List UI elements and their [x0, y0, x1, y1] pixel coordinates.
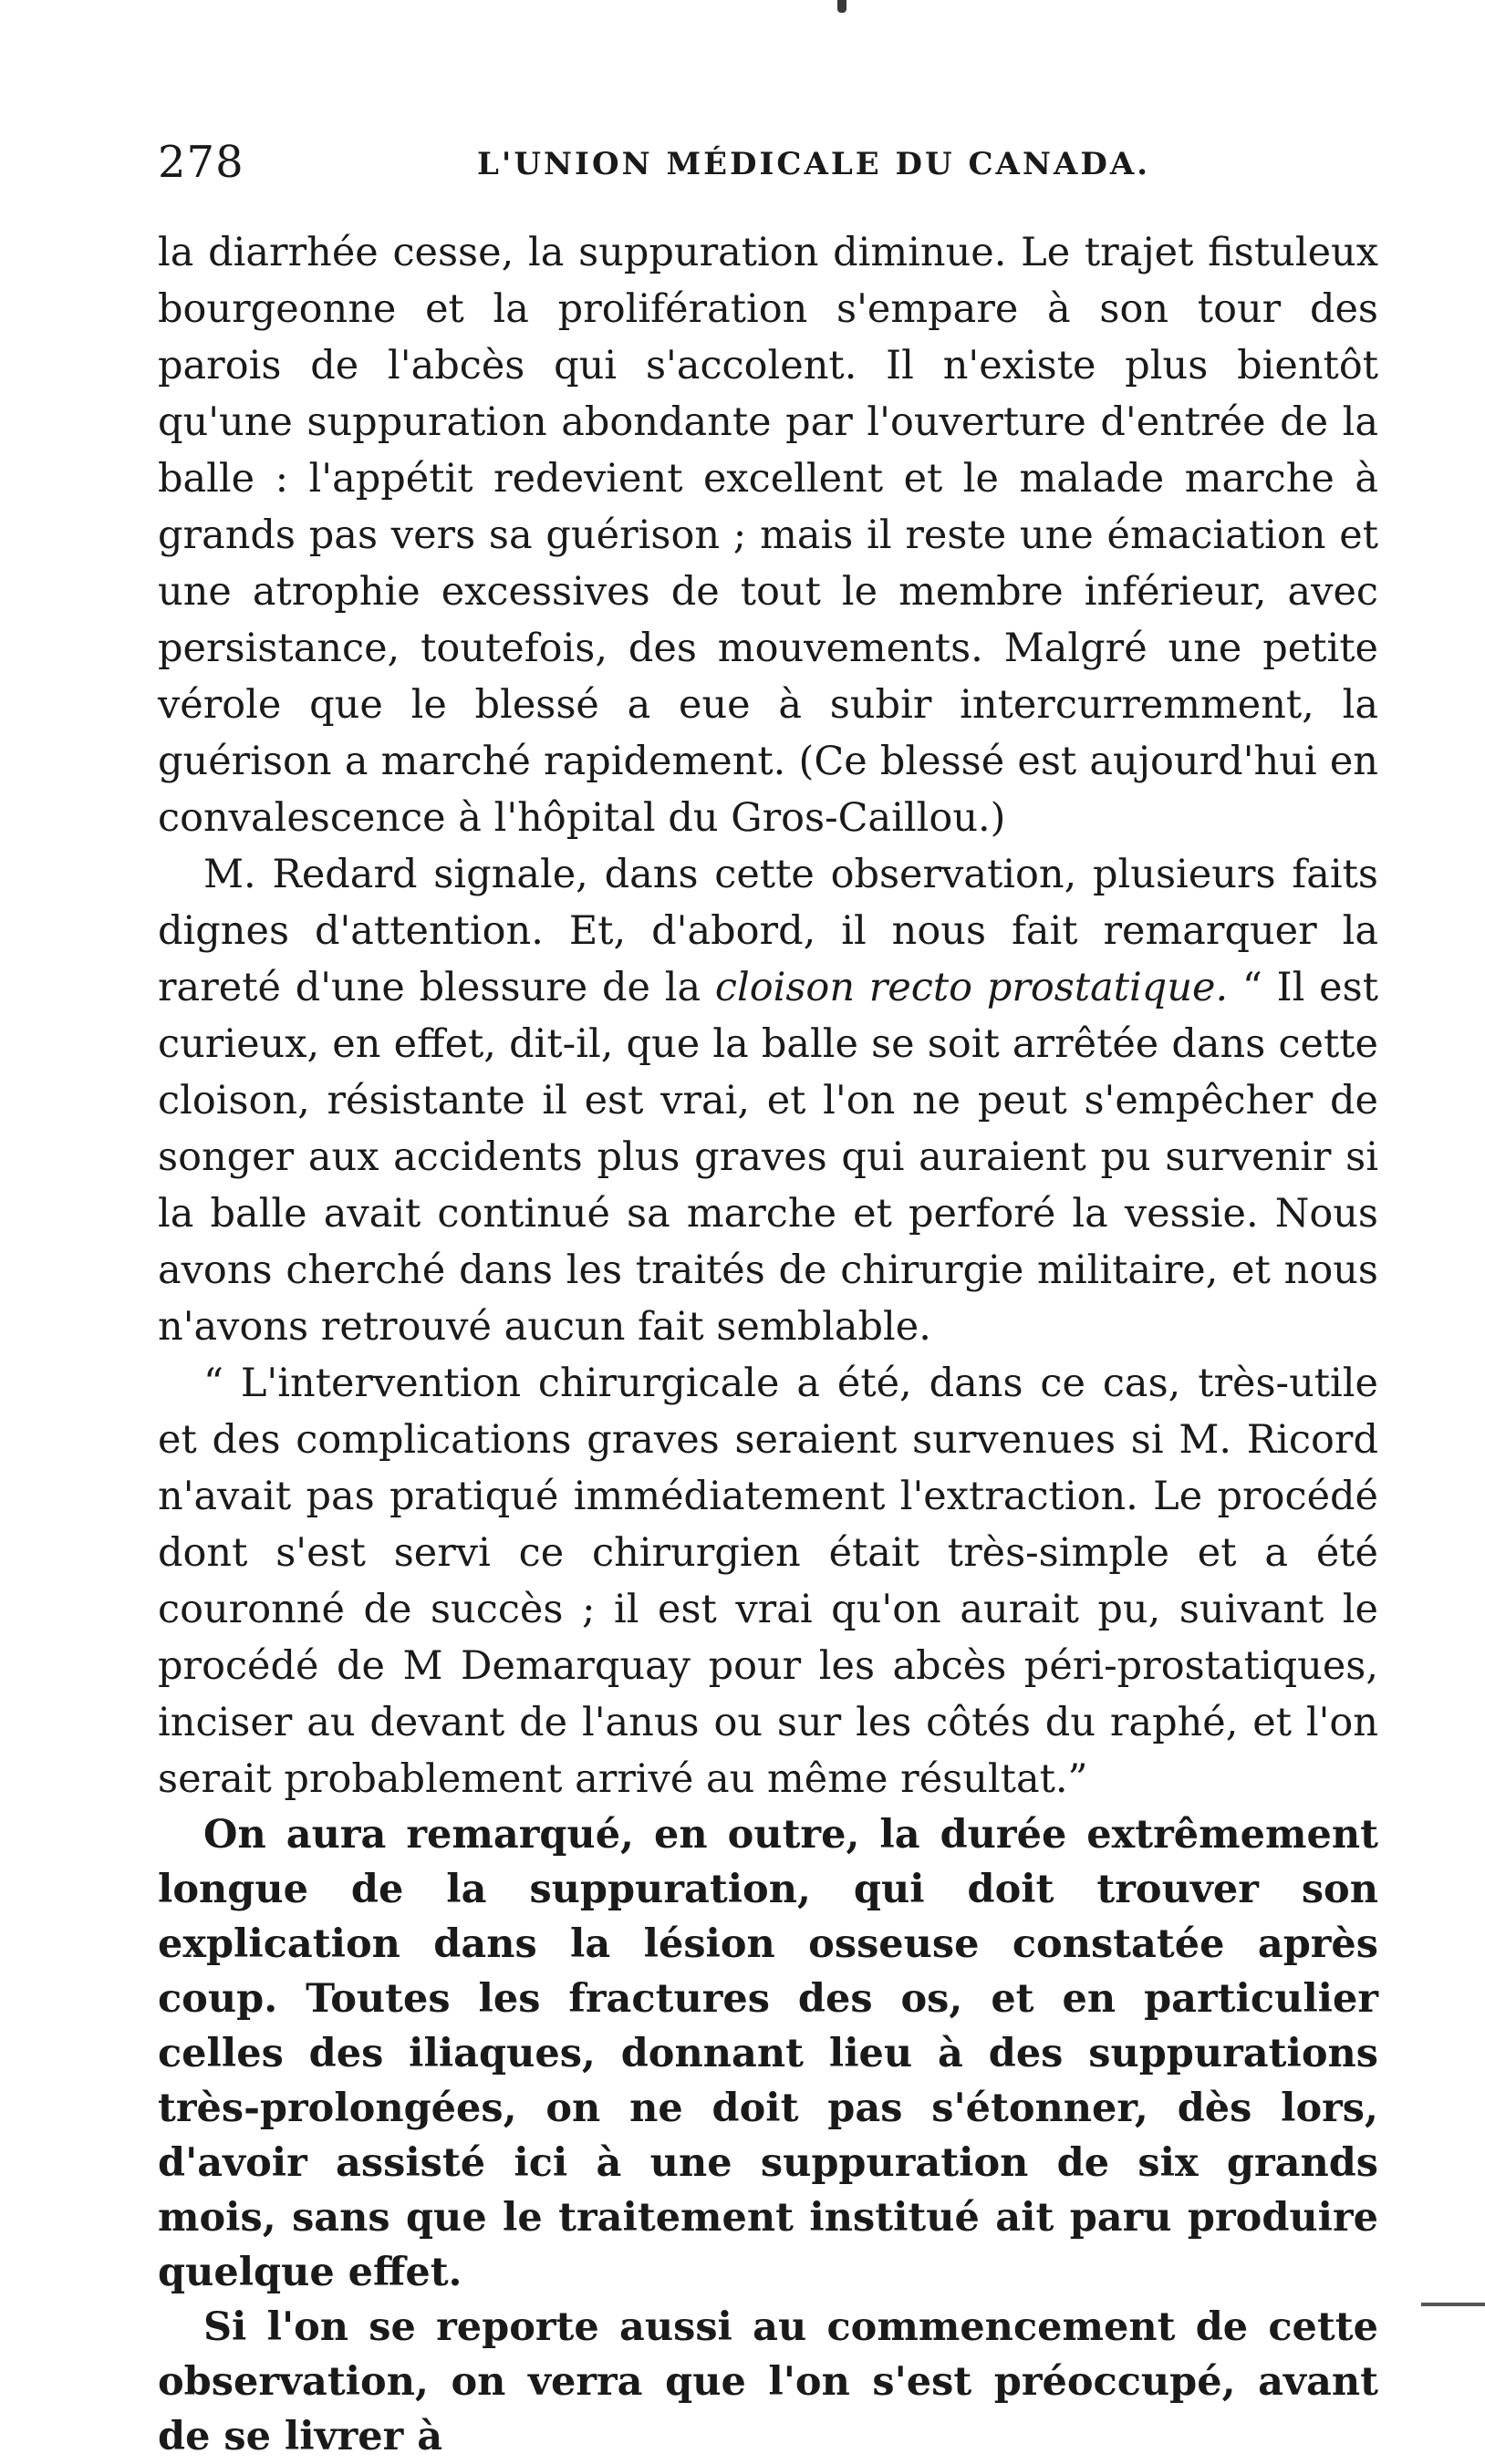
- corner-edge-mark: [1421, 2303, 1485, 2306]
- running-title: L'UNION MÉDICALE DU CANADA.: [477, 146, 1151, 182]
- paragraph-2: [158, 846, 1378, 1355]
- paragraph-4: On aura remarqué, en outre, la durée extrêmement longue de la suppuration, qui doit trouver son explication dans la lésion osseuse constatée après coup. Toutes les fractures des os, et en particulier celles des iliaques, donnant lieu à des suppurations très-prolongées, on ne doit pas s'étonner, dès lors, d'avoir assisté ici à une suppuration de six grands mois, sans que le traitement institué ait paru produire quelque effet.: [158, 1812, 1378, 2295]
- paragraph-2-text-b: “ Il est curieux, en effet, dit-il, que la balle se soit arrêtée dans cette cloison, résistante il est vrai, et l'on ne peut s'empêcher de songer aux accidents plus graves qui auraient pu survenir si la balle avait continué sa marche et perforé la vessie. Nous avons cherché dans les traités de chirurgie militaire, et nous n'avons retrouvé aucun fait semblable.: [158, 965, 1378, 1350]
- top-edge-mark: [837, 0, 846, 13]
- paragraph-5: Si l'on se reporte aussi au commencement de cette observation, on verra que l'on s'est préoccupé, avant de se livrer à: [158, 2304, 1378, 2459]
- paragraph-2-text-a: M. Redard signale, dans cette observation, plusieurs faits dignes d'attention. Et, d'abord, il nous fait remarquer la rareté d'une blessure de la: [158, 852, 1378, 1010]
- paragraph-3: “ L'intervention chirurgicale a été, dans ce cas, très-utile et des complications graves seraient survenues si M. Ricord n'avait pas pratiqué immédiatement l'extraction. Le procédé dont s'est servi ce chirurgien était très-simple et a été couronné de succès ; il est vrai qu'on aurait pu, suivant le procédé de M Demarquay pour les abcès péri-prostatiques, inciser au devant de l'anus ou sur les côtés du raphé, et l'on serait probablement arrivé au même résultat.”: [158, 1361, 1378, 1802]
- body-text: [158, 224, 1378, 2464]
- page-number: 278: [158, 137, 244, 188]
- paragraph-1: la diarrhée cesse, la suppuration diminue. Le trajet fistuleux bourgeonne et la prolifération s'empare à son tour des parois de l'abcès qui s'accolent. Il n'existe plus bientôt qu'une suppuration abondante par l'ouverture d'entrée de la balle : l'appétit redevient excellent et le malade marche à grands pas vers sa guérison ; mais il reste une émaciation et une atrophie excessives de tout le membre inférieur, avec persistance, toutefois, des mouvements. Malgré une petite vérole que le blessé a eue à subir intercurremment, la guérison a marché rapidement. (Ce blessé est aujourd'hui en convalescence à l'hôpital du Gros-Caillou.): [158, 230, 1378, 841]
- paragraph-2-italic: cloison recto prostatique.: [714, 965, 1229, 1010]
- page-header: [158, 137, 1378, 192]
